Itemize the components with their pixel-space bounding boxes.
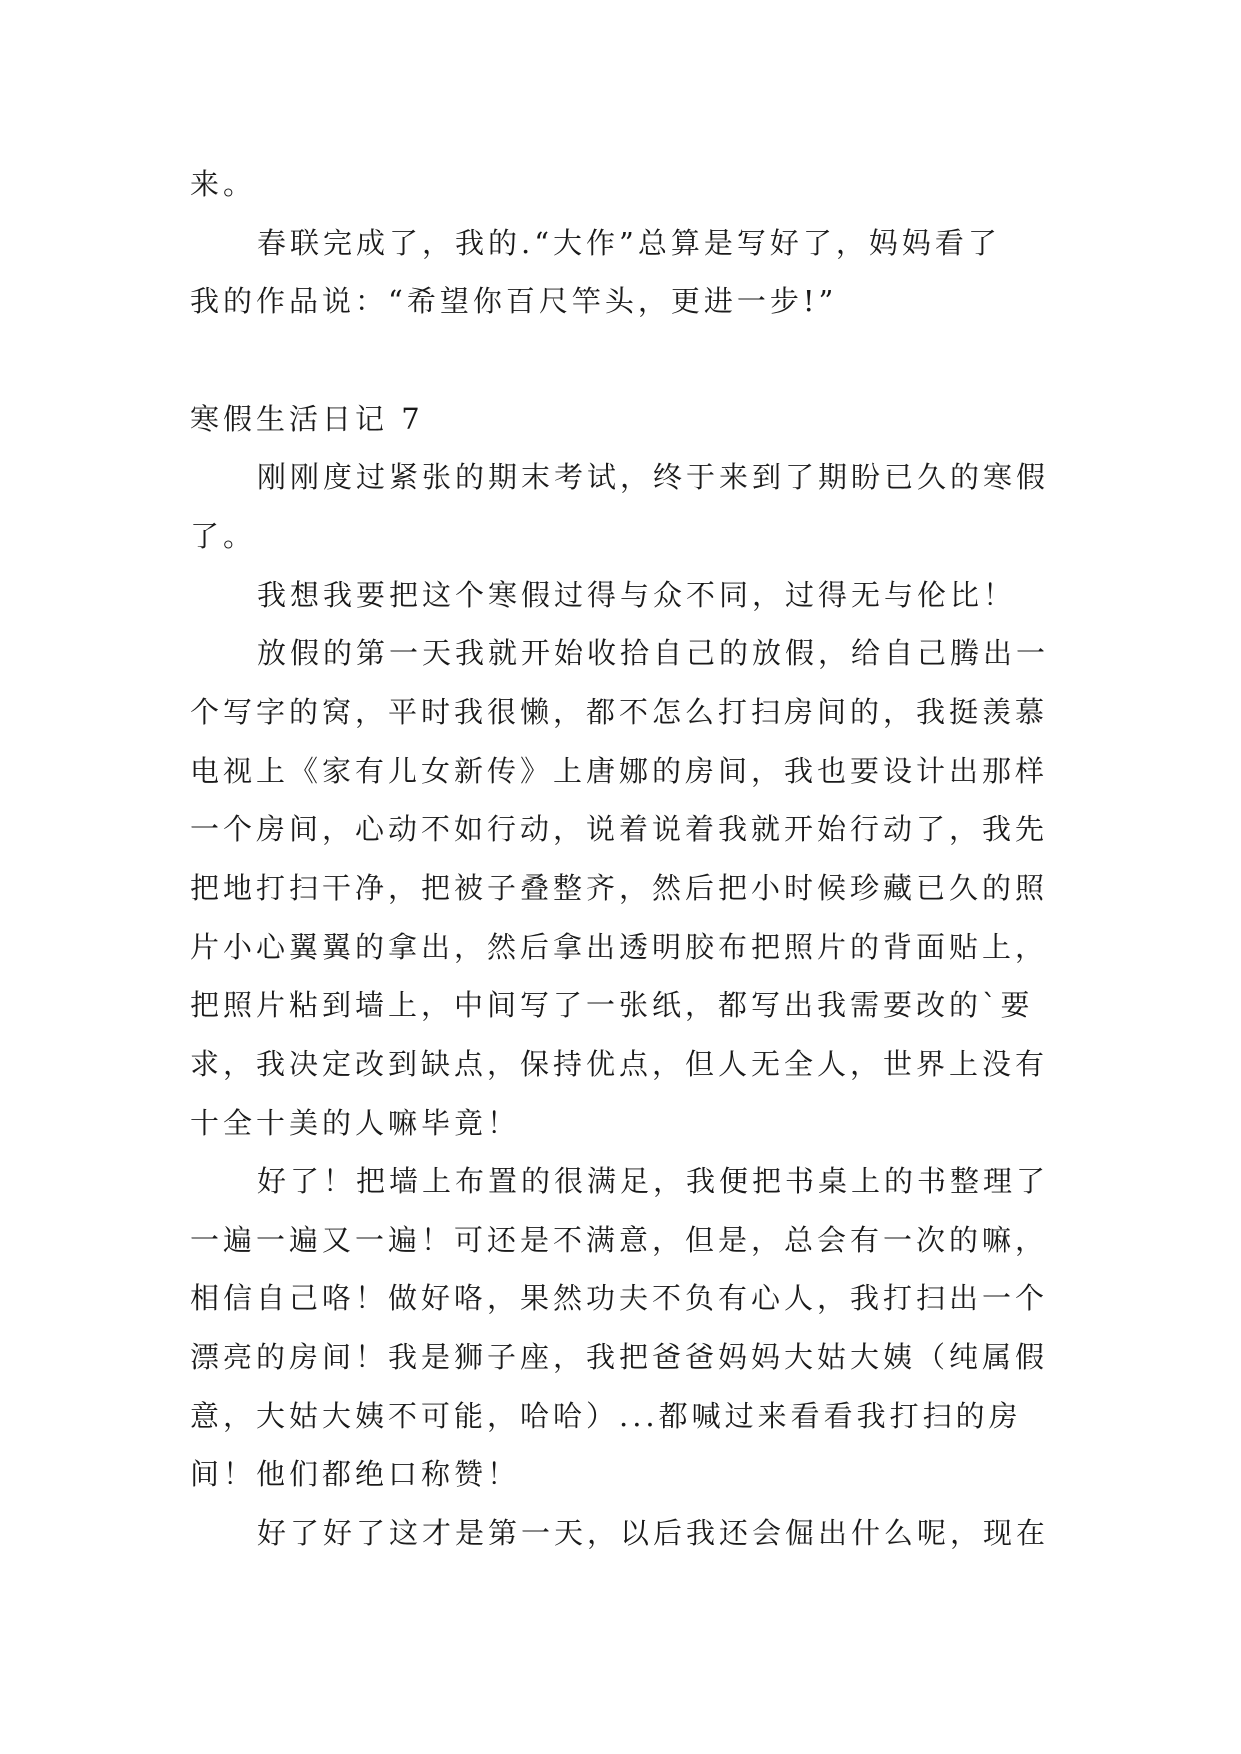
text-line: 意，大姑大姨不可能，哈哈）...都喊过来看看我打扫的房 [190,1398,1022,1433]
paragraph [190,214,1091,331]
text-line: 好了！把墙上布置的很满足，我便把书桌上的书整理了 [257,1164,1050,1199]
text-line: 好了好了这才是第一天，以后我还会倔出什么呢，现在 [257,1516,1050,1551]
text-line: 刚刚度过紧张的期末考试，终于来到了期盼已久的寒假 [257,460,1050,495]
text-line: 相信自己咯！做好咯，果然功夫不负有心人，我打扫出一个 [190,1281,1049,1316]
text-line: 一个房间，心动不如行动，说着说着我就开始行动了，我先 [190,812,1049,847]
blank-line [190,331,1091,390]
text-line: 求，我决定改到缺点，保持优点，但人无全人，世界上没有 [190,1046,1049,1081]
text-line: 放假的第一天我就开始收拾自己的放假，给自己腾出一 [257,636,1050,671]
text-line: 电视上《家有儿女新传》上唐娜的房间，我也要设计出那样 [190,753,1049,788]
text-line: 春联完成了，我的.“大作”总算是写好了，妈妈看了 [257,225,1001,260]
paragraph [190,566,1091,625]
text-line: 把地打扫干净，把被子叠整齐，然后把小时候珍藏已久的照 [190,870,1049,905]
text-line: 把照片粘到墙上，中间写了一张纸，都写出我需要改的`要 [190,988,1034,1023]
entry-title: 寒假生活日记 7 [190,401,424,436]
text-line: 十全十美的人嘛毕竟！ [190,1105,521,1140]
text-line: 片小心翼翼的拿出，然后拿出透明胶布把照片的背面贴上， [190,929,1049,964]
diary-entry [190,390,1091,1563]
paragraph [190,155,1091,214]
text-line: 我想我要把这个寒假过得与众不同，过得无与伦比！ [257,577,1017,612]
paragraph [190,624,1091,1152]
text-line: 来。 [190,167,257,201]
text-line: 了。 [190,518,257,553]
text-line: 间！他们都绝口称赞！ [190,1457,521,1492]
text-line: 漂亮的房间！我是狮子座，我把爸爸妈妈大姑大姨（纯属假 [190,1340,1049,1375]
text-line: 一遍一遍又一遍！可还是不满意，但是，总会有一次的嘛， [190,1222,1049,1257]
text-line: 个写字的窝，平时我很懒，都不怎么打扫房间的，我挺羡慕 [190,694,1049,729]
text-line: 我的作品说：“希望你百尺竿头，更进一步!” [190,284,838,319]
paragraph [190,1504,1091,1563]
preceding-entry [190,155,1091,331]
paragraph [190,448,1091,565]
paragraph [190,1152,1091,1504]
